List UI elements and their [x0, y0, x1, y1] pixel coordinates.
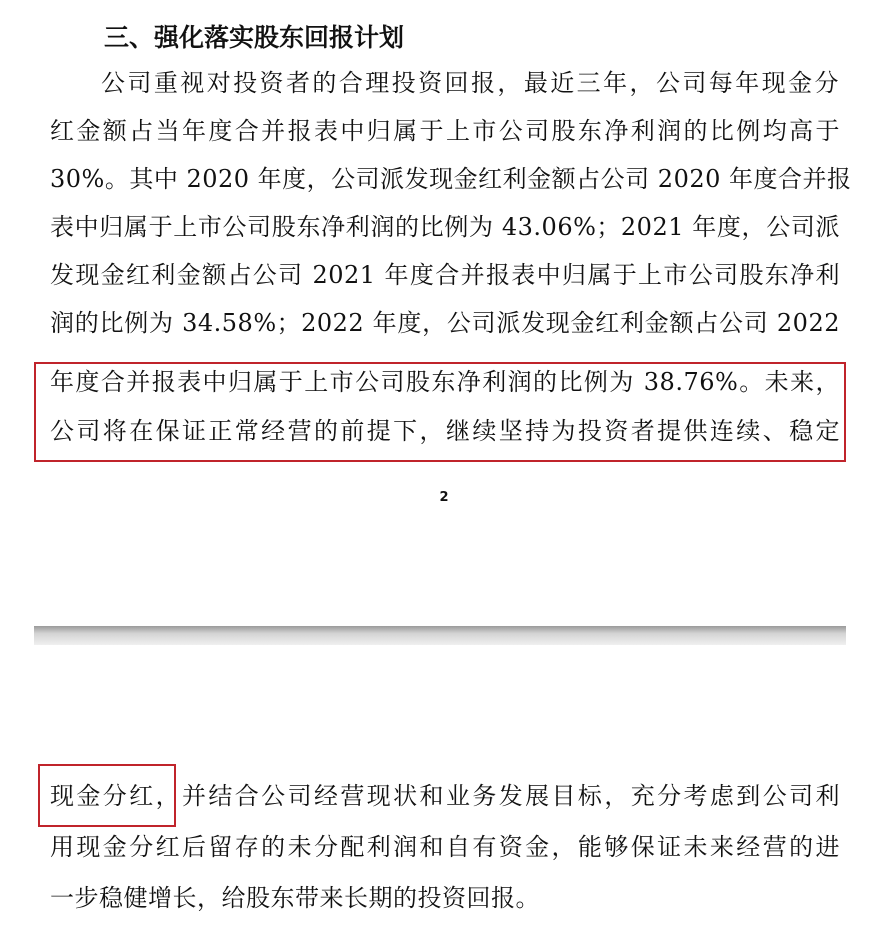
paragraph-line: 发现金红利金额占公司 2021 年度合并报表中归属于上市公司股东净利	[50, 261, 840, 289]
page-separator	[34, 626, 846, 645]
highlight-box-phrase	[38, 764, 176, 827]
page-number: 2	[439, 490, 449, 505]
paragraph-line: 现金分红，并结合公司经营现状和业务发展目标，充分考虑到公司利	[50, 782, 840, 810]
section-heading: 三、强化落实股东回报计划	[104, 23, 405, 52]
paragraph-line: 公司重视对投资者的合理投资回报，最近三年，公司每年现金分	[101, 69, 839, 97]
paragraph-line: 30%。其中 2020 年度，公司派发现金红利金额占公司 2020 年度合并报	[50, 165, 852, 193]
paragraph-line: 用现金分红后留存的未分配利润和自有资金，能够保证未来经营的进	[50, 833, 840, 861]
paragraph-line: 年度合并报表中归属于上市公司股东净利润的比例为 38.76%。未来，	[50, 368, 840, 396]
paragraph-line: 红金额占当年度合并报表中归属于上市公司股东净利润的比例均高于	[50, 117, 840, 145]
paragraph-line: 一步稳健增长，给股东带来长期的投资回报。	[50, 884, 540, 912]
highlight-box-lines	[34, 362, 846, 462]
paragraph-line: 表中归属于上市公司股东净利润的比例为 43.06%；2021 年度，公司派	[50, 213, 840, 241]
paragraph-line: 润的比例为 34.58%；2022 年度，公司派发现金红利金额占公司 2022	[50, 309, 840, 337]
paragraph-line: 公司将在保证正常经营的前提下，继续坚持为投资者提供连续、稳定	[50, 417, 840, 445]
